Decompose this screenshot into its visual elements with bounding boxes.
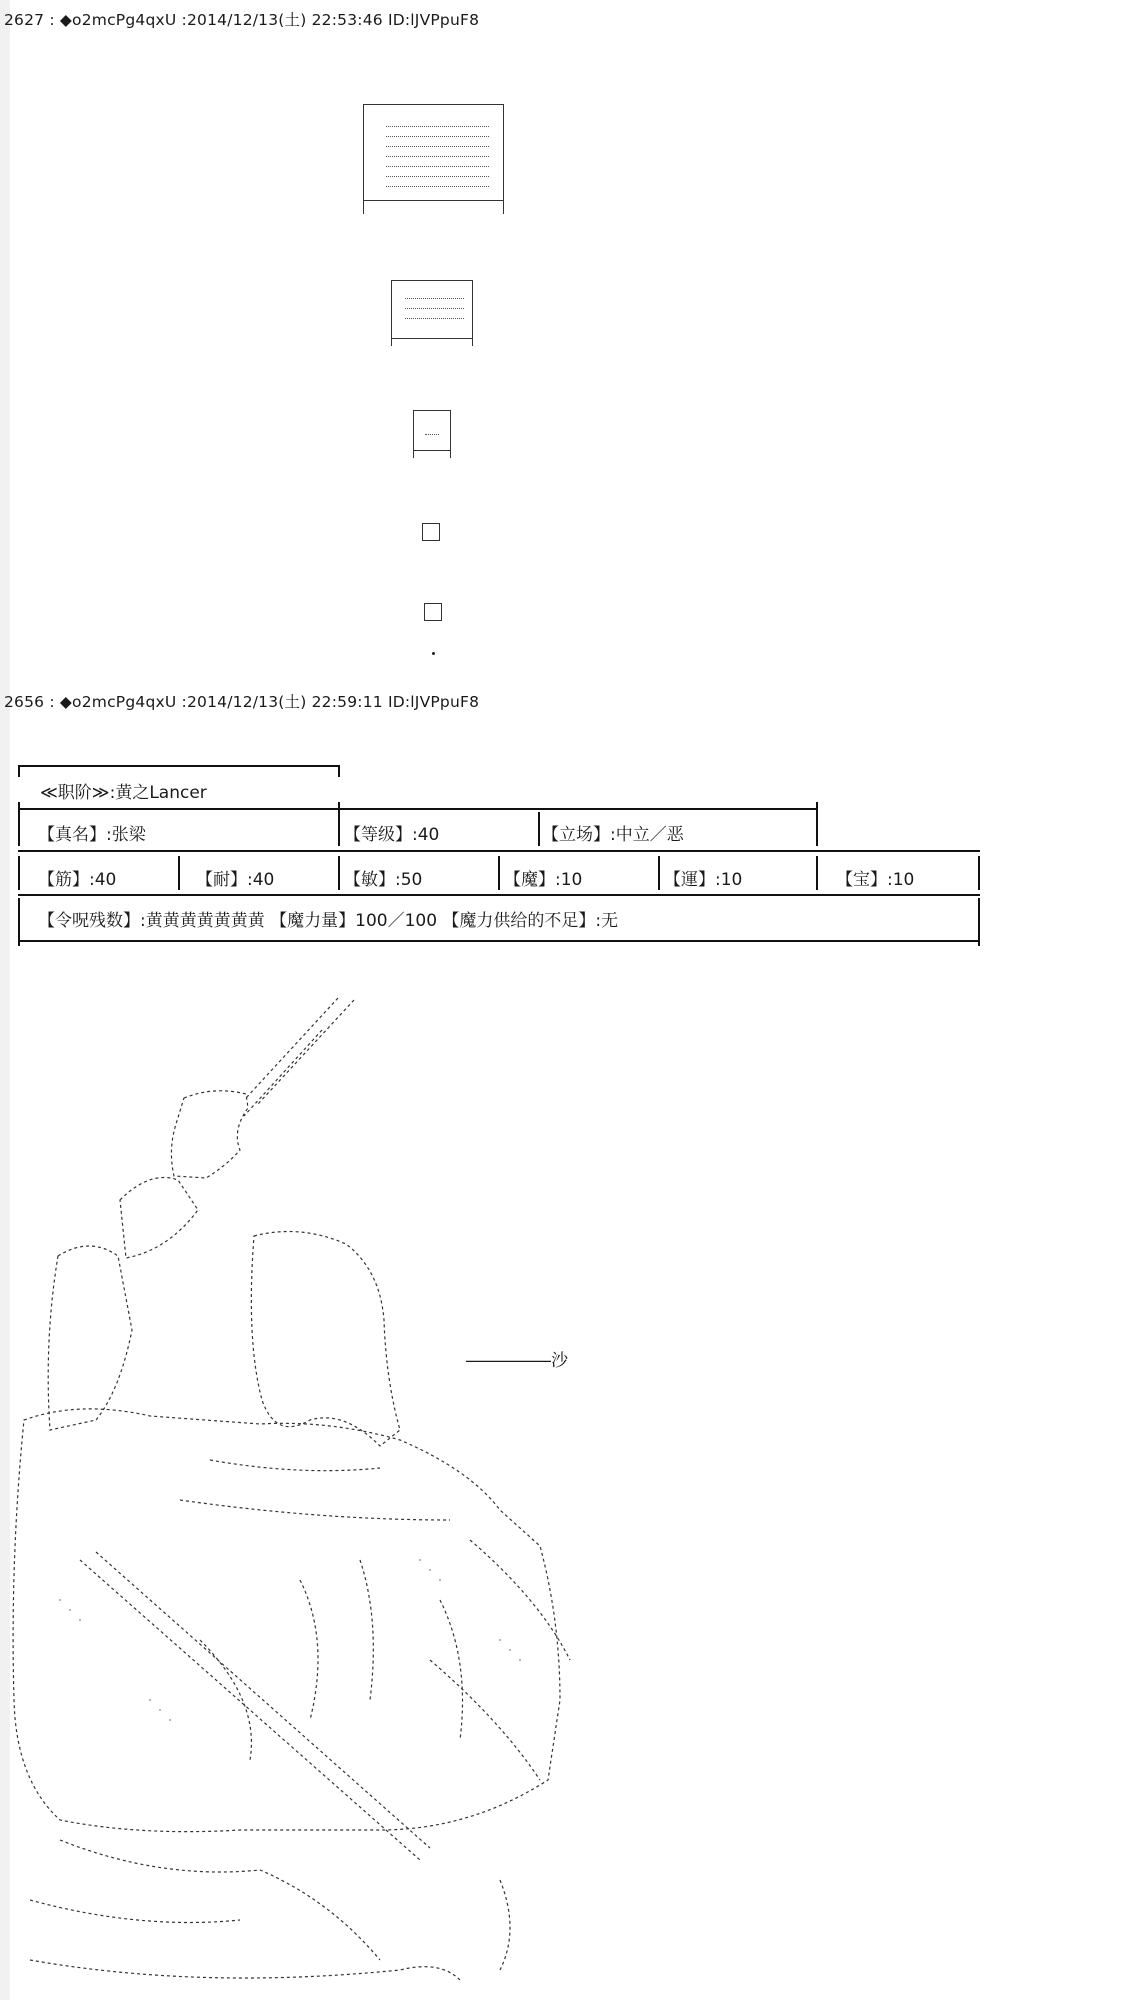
command-seals-and-mana: 【令呪残数】:黄黄黄黄黄黄黄 【魔力量】100／100 【魔力供给的不足】:无 bbox=[38, 911, 619, 931]
ascii-art-caption: ―――――沙 bbox=[466, 1351, 568, 1371]
stat-strength: 【筋】:40 bbox=[38, 870, 117, 890]
stat-luck: 【運】:10 bbox=[664, 870, 743, 890]
level: 【等级】:40 bbox=[344, 825, 440, 845]
stat-mana: 【魔】:10 bbox=[504, 870, 583, 890]
stat-endurance: 【耐】:40 bbox=[196, 870, 275, 890]
stat-noble-phantasm: 【宝】:10 bbox=[836, 870, 915, 890]
post-header-2656: 2656 : ◆o2mcPg4qxU :2014/12/13(土) 22:59:11 ID:lJVPpuF8 bbox=[4, 693, 480, 711]
stat-agility: 【敏】:50 bbox=[344, 870, 423, 890]
class-label: ≪职阶≫:黄之Lancer bbox=[40, 783, 207, 803]
post-header-2627: 2627 : ◆o2mcPg4qxU :2014/12/13(土) 22:53:46 ID:lJVPpuF8 bbox=[4, 11, 480, 29]
true-name: 【真名】:张梁 bbox=[38, 825, 146, 845]
alignment: 【立场】:中立／恶 bbox=[542, 825, 684, 845]
